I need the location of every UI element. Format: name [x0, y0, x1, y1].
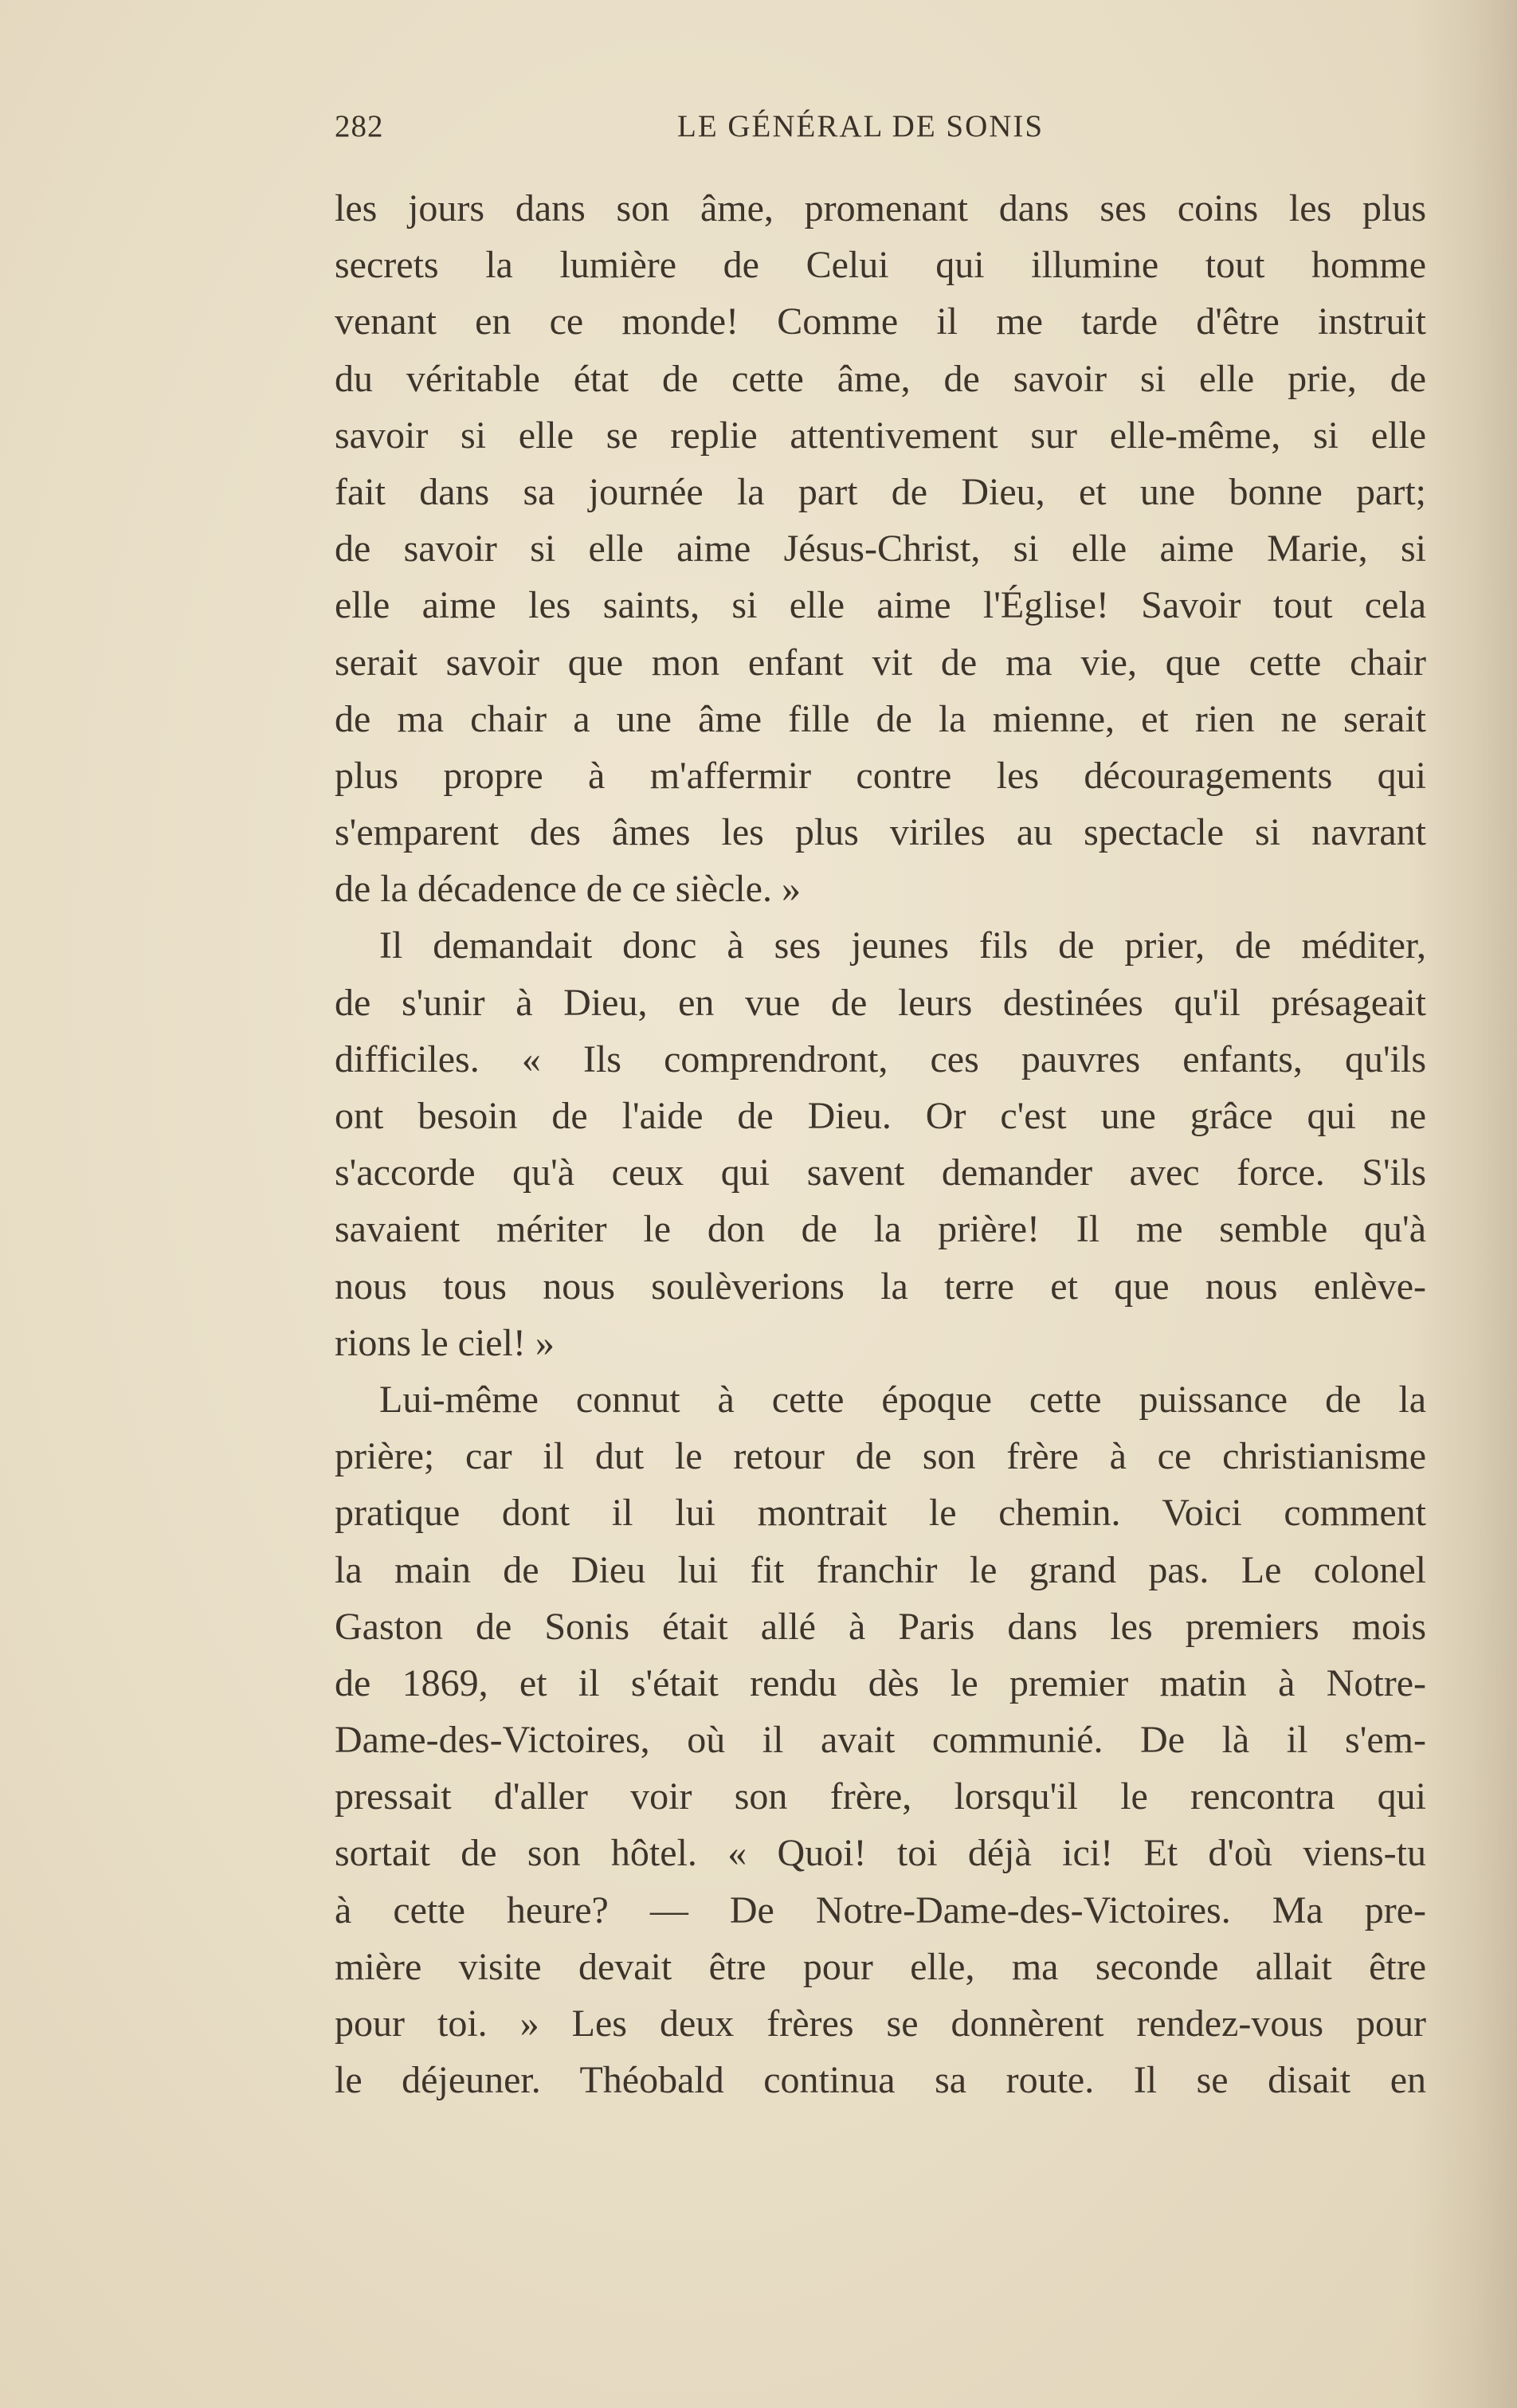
text-line: pratique dont il lui montrait le chemin. Voici comment — [335, 1492, 1426, 1535]
text-line: de s'unir à Dieu, en vue de leurs destinées qu'il présageait — [335, 981, 1426, 1024]
text-line: savaient mériter le don de la prière! Il me semble qu'à — [335, 1208, 1426, 1251]
text-line: Il demandait donc à ses jeunes fils de prier, de méditer, — [379, 924, 1426, 967]
text-line: secrets la lumière de Celui qui illumine tout homme — [335, 244, 1426, 287]
text-line: Dame-des-Victoires, où il avait communié. De là il s'em- — [335, 1719, 1426, 1762]
text-line: Lui-même connut à cette époque cette puissance de la — [379, 1378, 1426, 1421]
text-line: de savoir si elle aime Jésus-Christ, si elle aime Marie, si — [335, 527, 1426, 571]
paragraph — [335, 180, 1426, 917]
text-line: pressait d'aller voir son frère, lorsqu'il le rencontra qui — [335, 1775, 1426, 1818]
body-text — [335, 180, 1426, 2108]
text-line: elle aime les saints, si elle aime l'Église! Savoir tout cela — [335, 584, 1426, 627]
text-line: du véritable état de cette âme, de savoir si elle prie, de — [335, 357, 1426, 400]
text-line: Gaston de Sonis était allé à Paris dans les premiers mois — [335, 1605, 1426, 1648]
paragraph — [335, 917, 1426, 1371]
paragraph — [335, 1371, 1426, 2108]
text-line: serait savoir que mon enfant vit de ma vie, que cette chair — [335, 641, 1426, 684]
text-line: le déjeuner. Théobald continua sa route. Il se disait en — [335, 2059, 1426, 2102]
text-line: difficiles. « Ils comprendront, ces pauvres enfants, qu'ils — [335, 1037, 1426, 1080]
text-line: à cette heure? — De Notre-Dame-des-Victoires. Ma pre- — [335, 1888, 1426, 1931]
text-line: pour toi. » Les deux frères se donnèrent rendez-vous pour — [335, 2002, 1426, 2045]
text-line: s'accorde qu'à ceux qui savent demander avec force. S'ils — [335, 1151, 1426, 1194]
text-line: venant en ce monde! Comme il me tarde d'être instruit — [335, 300, 1426, 343]
text-line: fait dans sa journée la part de Dieu, et une bonne part; — [335, 470, 1426, 513]
running-title: LE GÉNÉRAL DE SONIS — [677, 109, 1045, 143]
text-line: s'emparent des âmes les plus viriles au spectacle si navrant — [335, 811, 1426, 854]
text-line: de la décadence de ce siècle. » — [335, 868, 801, 911]
text-line: la main de Dieu lui fit franchir le grand pas. Le colonel — [335, 1548, 1426, 1591]
text-line: savoir si elle se replie attentivement sur elle-même, si elle — [335, 414, 1426, 457]
text-line: rions le ciel! » — [335, 1321, 555, 1364]
page-header — [335, 108, 1426, 156]
text-line: ont besoin de l'aide de Dieu. Or c'est une grâce qui ne — [335, 1095, 1426, 1137]
text-line: mière visite devait être pour elle, ma seconde allait être — [335, 1945, 1426, 1988]
text-line: sortait de son hôtel. « Quoi! toi déjà ici! Et d'où viens-tu — [335, 1832, 1426, 1875]
text-line: nous tous nous soulèverions la terre et que nous enlève- — [335, 1265, 1426, 1308]
text-line: plus propre à m'affermir contre les découragements qui — [335, 754, 1426, 797]
text-line: les jours dans son âme, promenant dans ses coins les plus — [335, 187, 1426, 229]
page-number: 282 — [335, 109, 384, 143]
text-line: de 1869, et il s'était rendu dès le premier matin à Notre- — [335, 1661, 1426, 1704]
text-line: de ma chair a une âme fille de la mienne, et rien ne serait — [335, 697, 1426, 740]
text-line: prière; car il dut le retour de son frère à ce christianisme — [335, 1435, 1426, 1478]
